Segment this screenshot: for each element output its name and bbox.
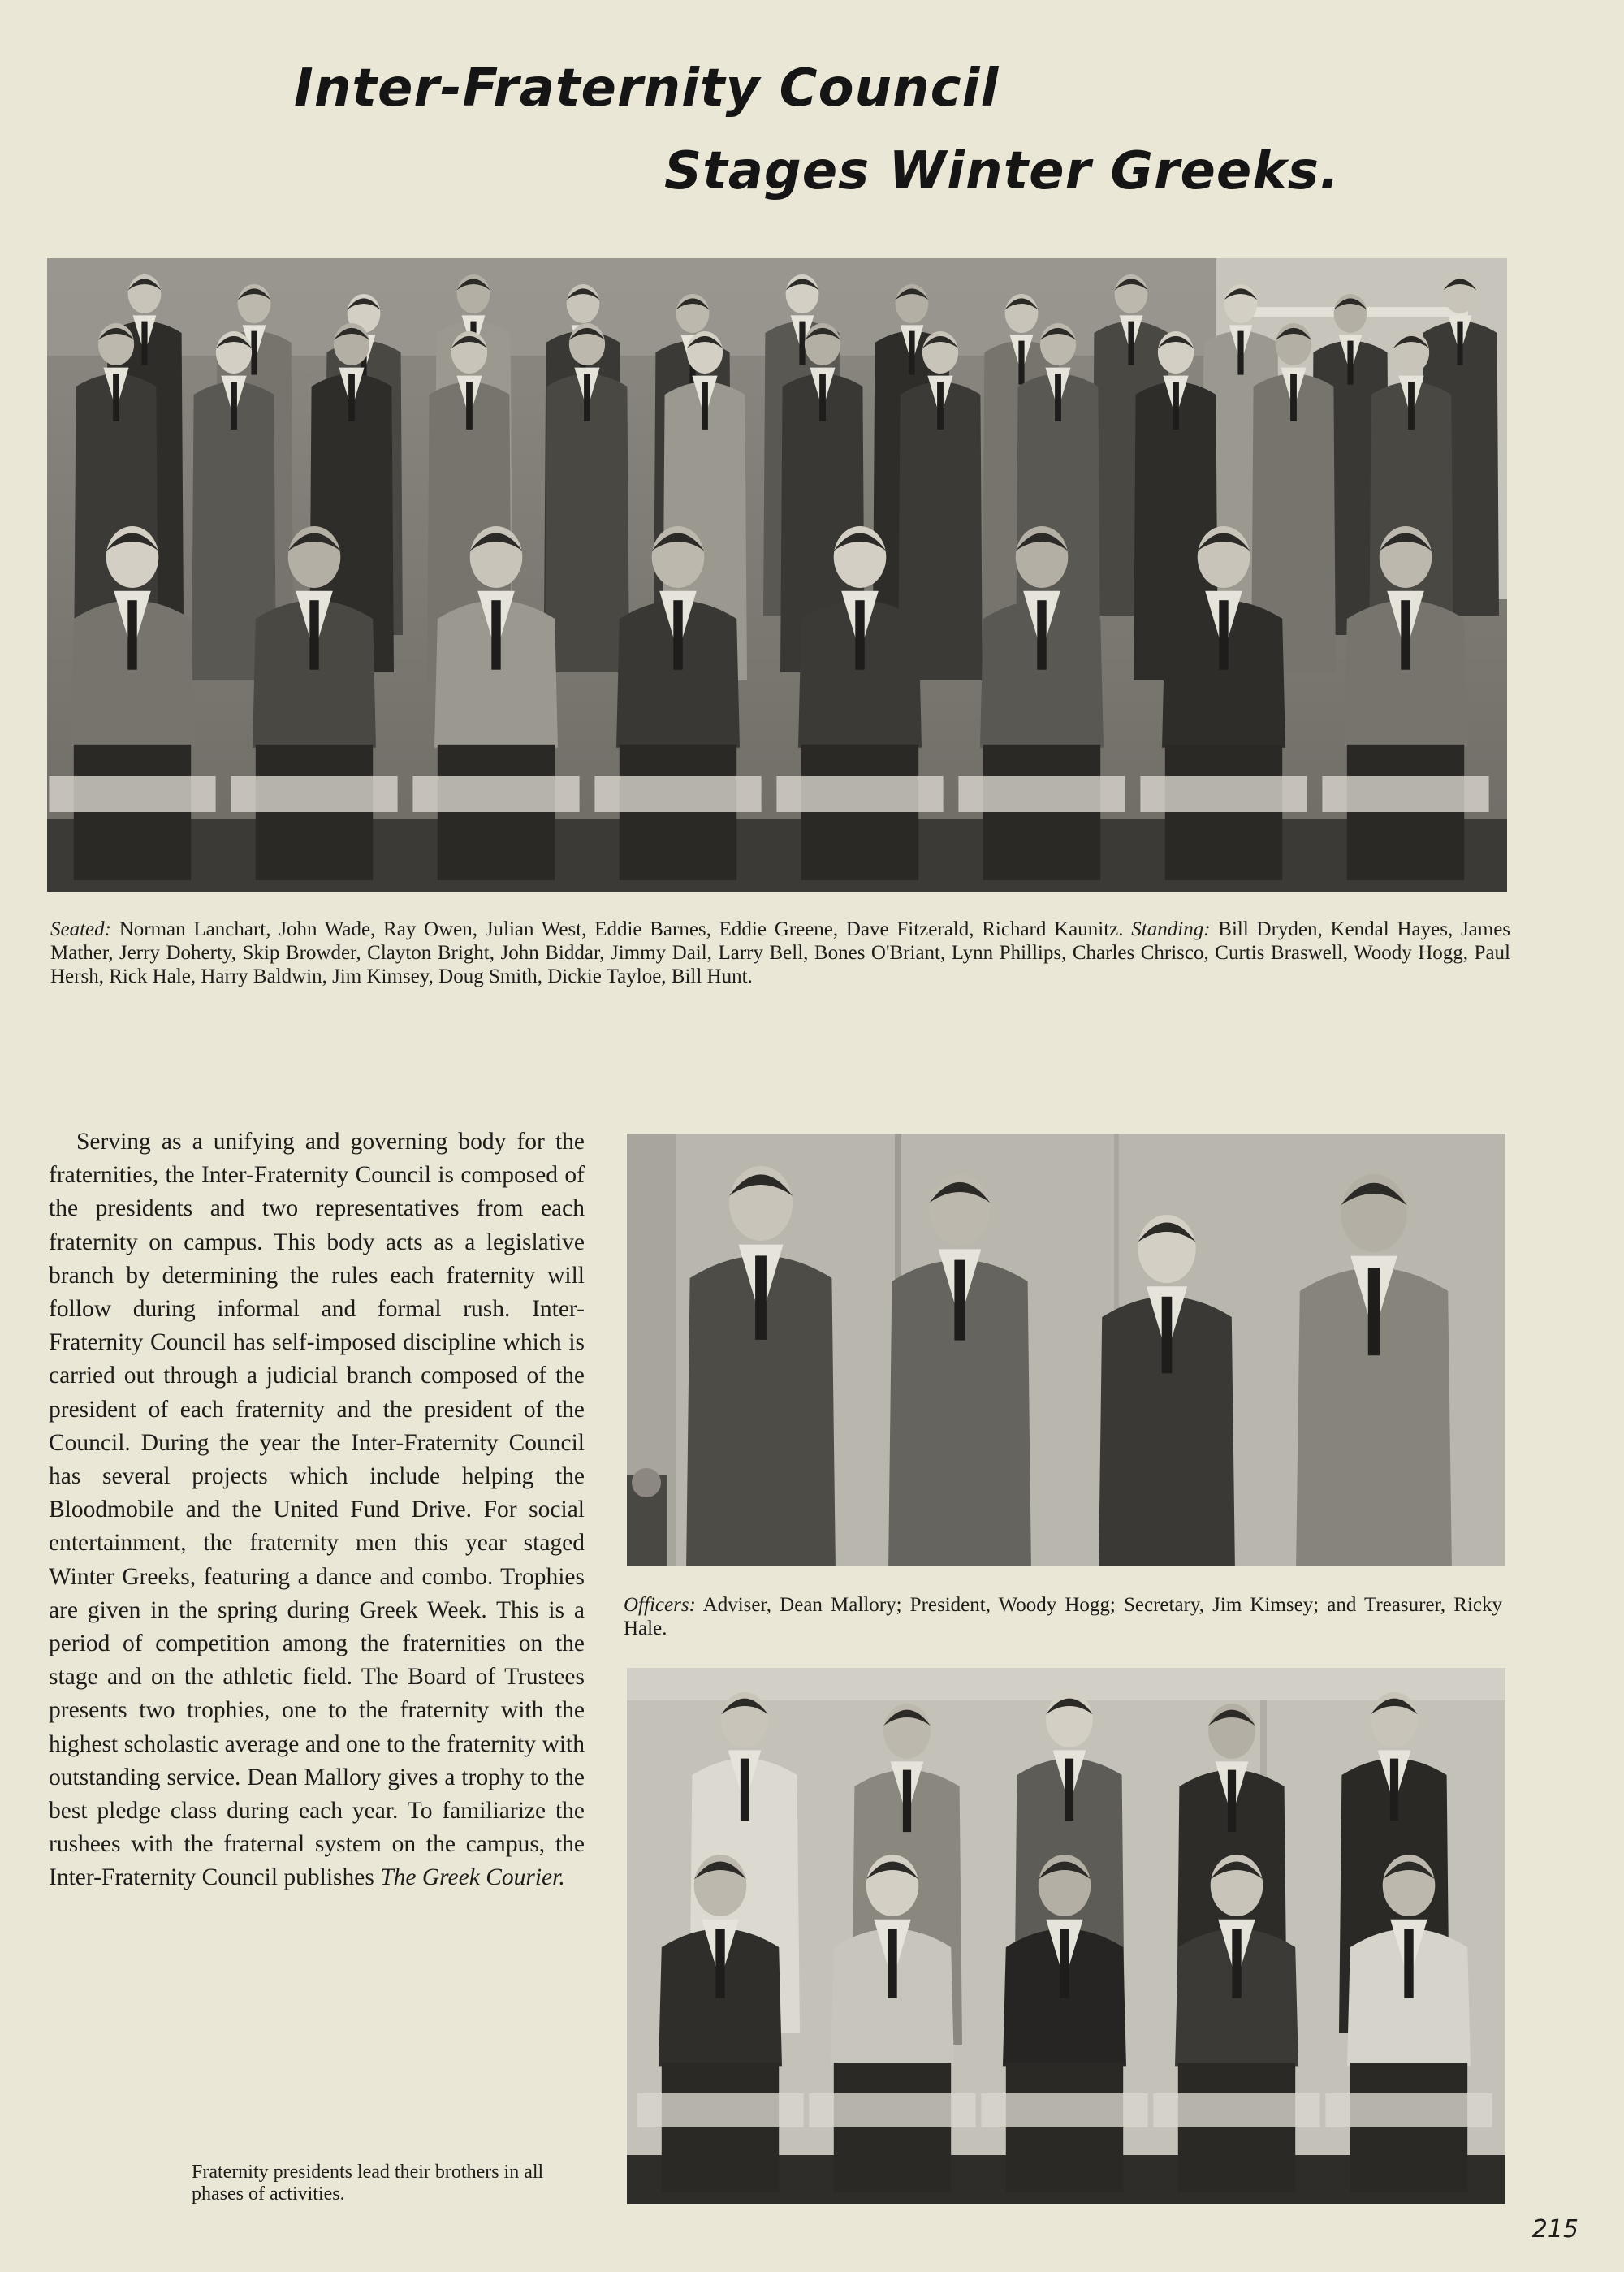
council-group-photo bbox=[47, 258, 1507, 892]
officers-photo bbox=[627, 1134, 1505, 1566]
officers-label: Officers: bbox=[624, 1594, 696, 1616]
presidents-photo bbox=[627, 1668, 1505, 2204]
page-number: 215 bbox=[1531, 2215, 1579, 2244]
page-title-line-1: Inter-Fraternity Council bbox=[294, 58, 1000, 119]
body-paragraph bbox=[49, 1125, 585, 1895]
officers-names: Adviser, Dean Mallory; President, Woody Hogg; Secretary, Jim Kimsey; and Treasurer, Ricky Hale. bbox=[624, 1594, 1502, 1639]
council-group-photo-art bbox=[47, 258, 1507, 892]
officers-photo-caption bbox=[624, 1593, 1502, 1640]
officers-photo-art bbox=[627, 1134, 1505, 1566]
publication-title: The Greek Courier. bbox=[380, 1864, 565, 1891]
presidents-photo-art bbox=[627, 1668, 1505, 2204]
seated-names: Norman Lanchart, John Wade, Ray Owen, Julian West, Eddie Barnes, Eddie Greene, Dave Fitzerald, Richard Kaunitz. bbox=[119, 918, 1124, 940]
standing-label: Standing: bbox=[1131, 918, 1211, 940]
standing-names: Bill Dryden, Kendal Hayes, James Mather, Jerry Doherty, Skip Browder, Clayton Bright, John Biddar, Jimmy Dail, Larry Bell, Bones O'Briant, Lynn Phillips, Charles Chrisco, Curtis Braswell, Woody Hogg, Paul Hersh, Rick Hale, Harry Baldwin, Jim Kimsey, Doug Smith, Dickie Tayloe, Bill Hunt. bbox=[50, 918, 1511, 987]
group-photo-caption bbox=[50, 918, 1510, 988]
seated-label: Seated: bbox=[50, 918, 111, 940]
page-title-line-2: Stages Winter Greeks. bbox=[664, 141, 1341, 201]
body-text: Serving as a unifying and governing body for the fraternities, the Inter-Fraternity Council is composed of the presidents and two representatives from each fraternity on campus. This body acts as a legislative branch by determining the rules each fraternity will follow during informal and formal rush. Inter-Fraternity Council has self-imposed discipline which is carried out through a judicial branch composed of the president of each fraternity and the president of the Council. During the year the Inter-Fraternity Council has several projects which include helping the Bloodmobile and the United Fund Drive. For social entertainment, the fraternity men this year staged Winter Greeks, featuring a dance and combo. Trophies are given in the spring during Greek Week. This is a period of competition among the fraternities on the stage and on the athletic field. The Board of Trustees presents two trophies, one to the fraternity with the highest scholastic average and one to the fraternity with outstanding service. Dean Mallory gives a trophy to the best pledge class during each year. To familiarize the rushees with the fraternal system on the campus, the Inter-Fraternity Council publishes bbox=[49, 1129, 585, 1891]
presidents-photo-caption: Fraternity presidents lead their brothers in all phases of activities. bbox=[192, 2162, 544, 2205]
